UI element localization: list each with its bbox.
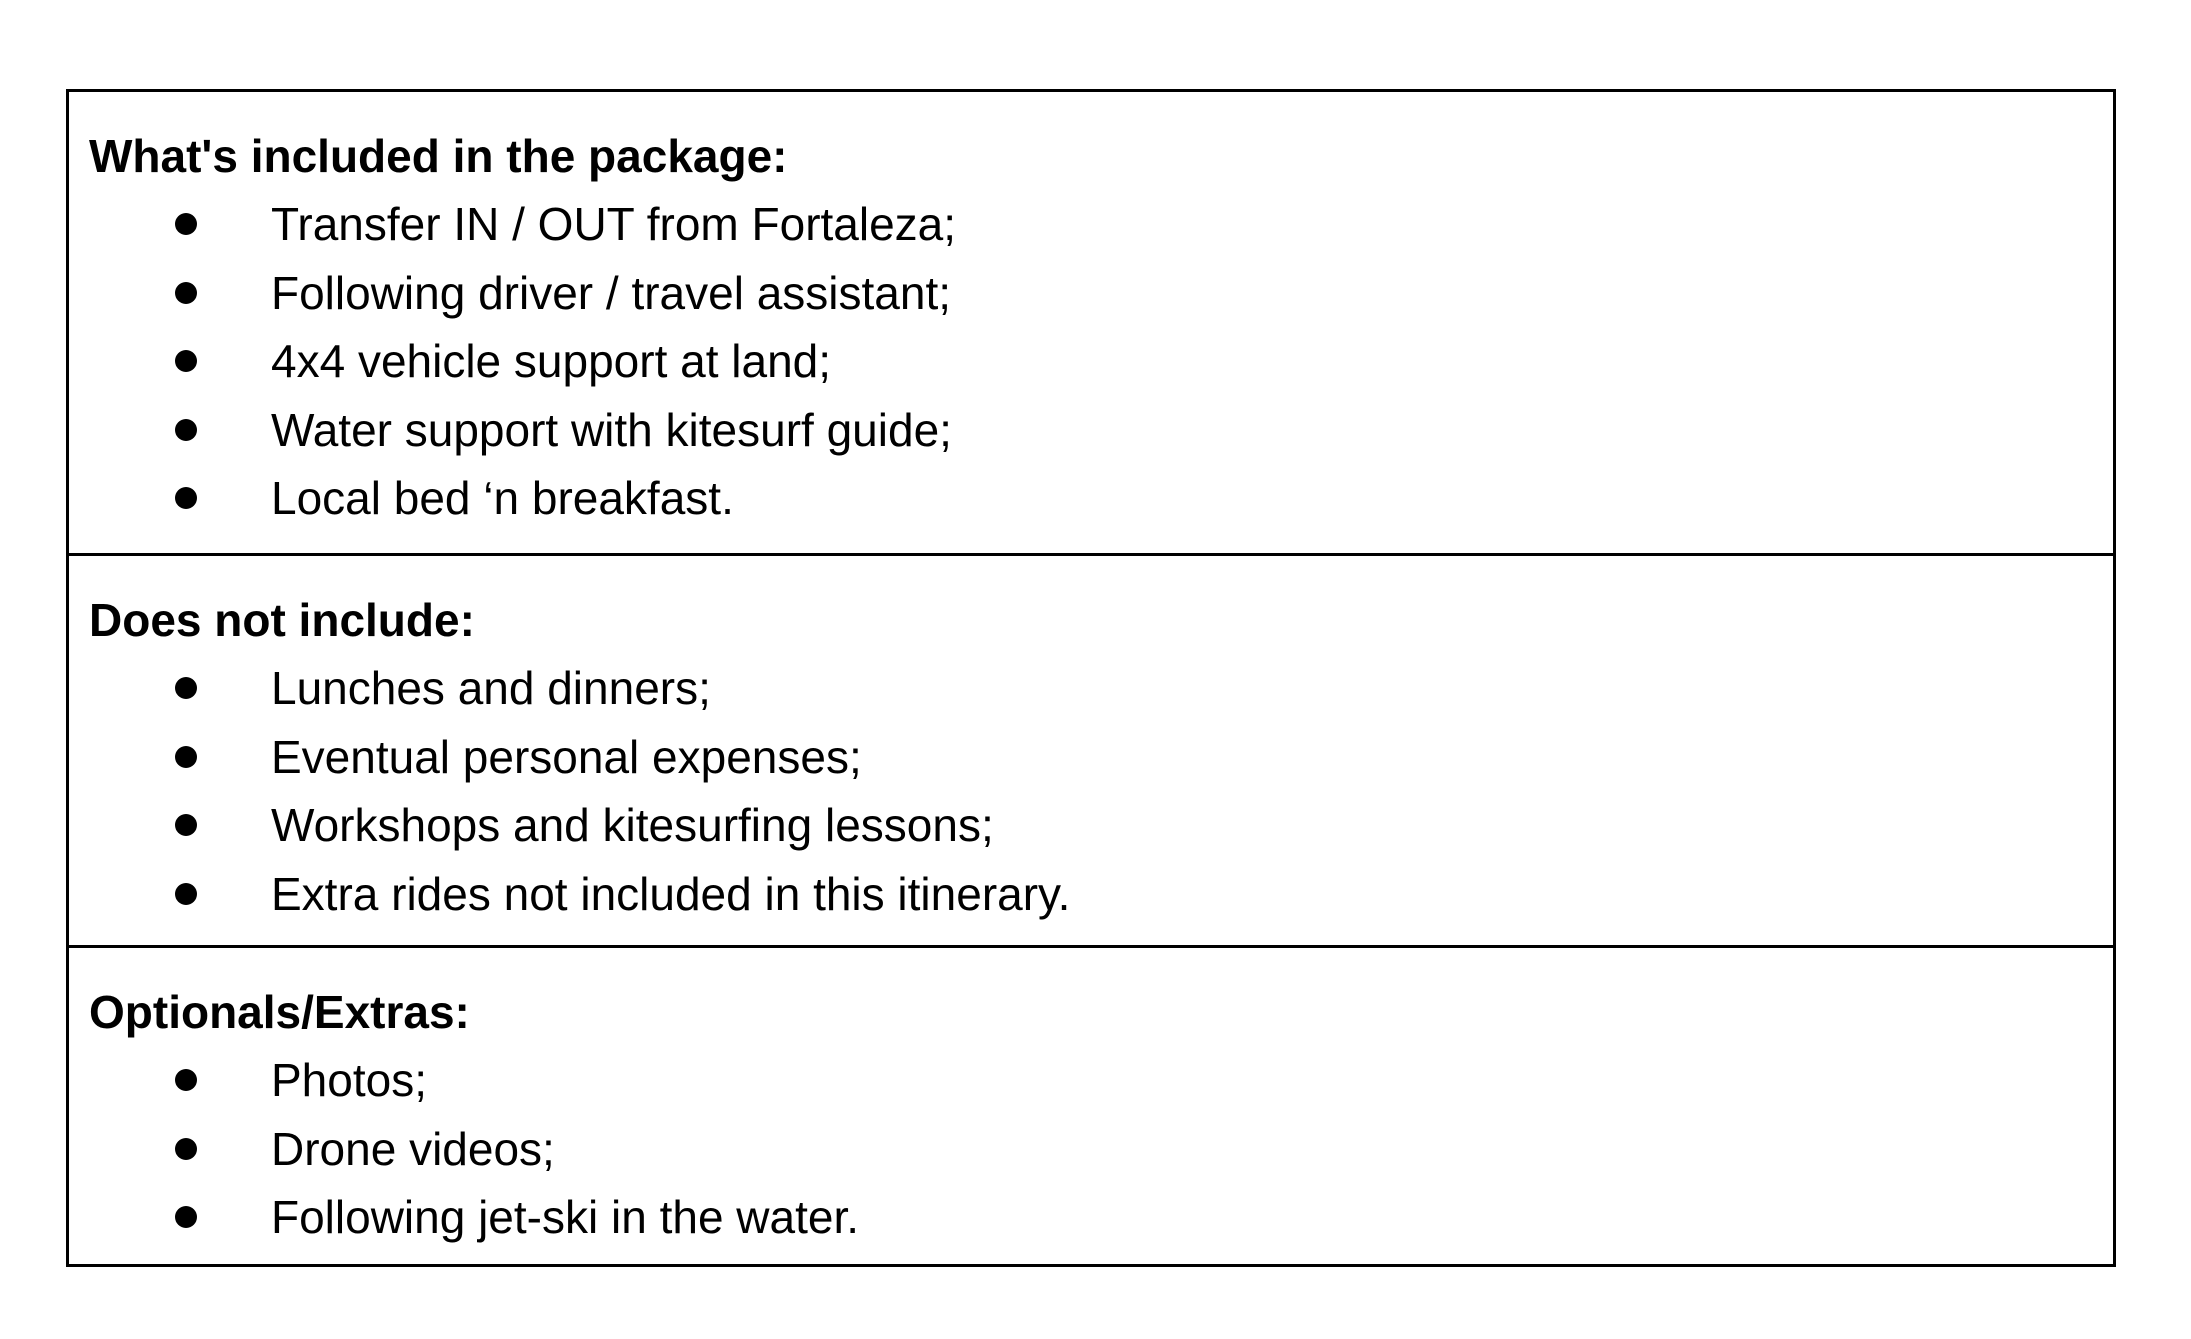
included-section (69, 92, 2113, 553)
list-item (89, 464, 2093, 533)
optionals-heading: Optionals/Extras: (89, 986, 470, 1038)
not-included-heading: Does not include: (89, 594, 475, 646)
bullet-icon (175, 677, 197, 699)
list-item (89, 1183, 2093, 1252)
list-item-text: Water support with kitesurf guide; (271, 403, 952, 456)
list-item-text: Extra rides not included in this itinerary. (271, 867, 1071, 920)
bullet-icon (175, 213, 197, 235)
bullet-icon (175, 1206, 197, 1228)
included-list (89, 190, 2093, 533)
list-item (89, 396, 2093, 465)
list-item (89, 190, 2093, 259)
list-item-text: Local bed ‘n breakfast. (271, 472, 734, 524)
bullet-icon (175, 350, 197, 372)
bullet-icon (175, 487, 197, 509)
list-item (89, 259, 2093, 328)
list-item (89, 791, 2093, 860)
not-included-list (89, 654, 2093, 928)
list-item-text: Lunches and dinners; (271, 662, 711, 714)
list-item-text: Eventual personal expenses; (271, 730, 862, 783)
list-item (89, 723, 2093, 792)
list-item-text: Following driver / travel assistant; (271, 266, 952, 319)
bullet-icon (175, 282, 197, 304)
bullet-icon (175, 746, 197, 768)
included-heading: What's included in the package: (89, 130, 788, 182)
bullet-icon (175, 1138, 197, 1160)
list-item (89, 860, 2093, 929)
list-item-text: 4x4 vehicle support at land; (271, 335, 832, 387)
list-item (89, 327, 2093, 396)
list-item (89, 654, 2093, 723)
bullet-icon (175, 814, 197, 836)
bullet-icon (175, 1069, 197, 1091)
not-included-section (69, 553, 2113, 945)
optionals-section (69, 945, 2113, 1264)
list-item-text: Photos; (271, 1054, 427, 1106)
bullet-icon (175, 419, 197, 441)
list-item (89, 1046, 2093, 1115)
list-item-text: Following jet-ski in the water. (271, 1191, 860, 1243)
list-item-text: Transfer IN / OUT from Fortaleza; (271, 198, 957, 250)
package-details-table (66, 89, 2116, 1267)
list-item-text: Drone videos; (271, 1122, 555, 1175)
bullet-icon (175, 883, 197, 905)
optionals-list (89, 1046, 2093, 1252)
list-item-text: Workshops and kitesurfing lessons; (271, 799, 994, 851)
list-item (89, 1115, 2093, 1184)
